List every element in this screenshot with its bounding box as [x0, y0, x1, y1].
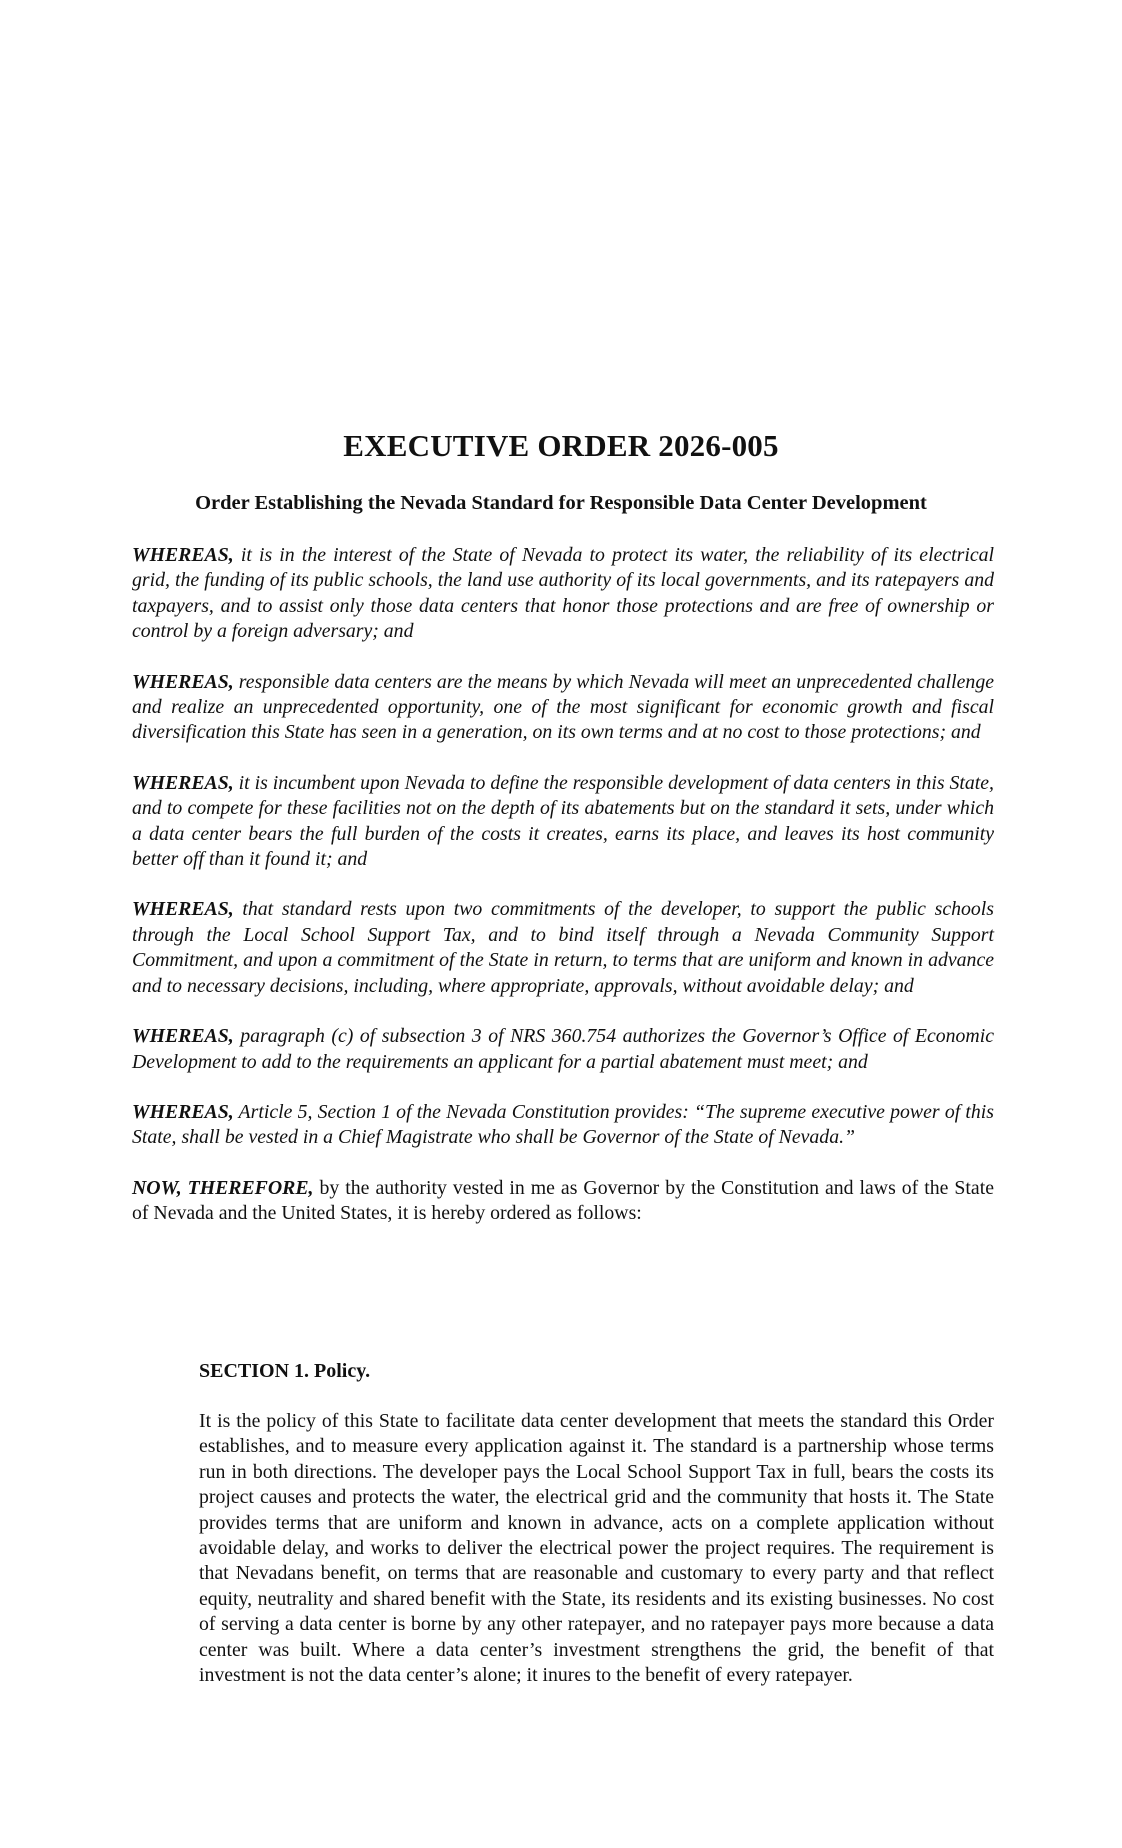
section-1	[199, 1360, 994, 1688]
section-1-text: It is the policy of this State to facilitate data center development that meets the standard this Order establishes, and to measure every application against it. The standard is a partnership whose terms run in both directions. The developer pays the Local School Support Tax in full, bears the costs its project causes and protects the water, the electrical grid and the community that hosts it. The State provides terms that are uniform and known in advance, acts on a complete application without avoidable delay, and works to deliver the electrical power the project requires. The requirement is that Nevadans benefit, on terms that are reasonable and customary to every party and that reflect equity, neutrality and shared benefit with the State, its residents and its existing businesses. No cost of serving a data center is borne by any other ratepayer, and no ratepayer pays more because a data center was built. Where a data center’s investment strengthens the grid, the benefit of that investment is not the data center’s alone; it inures to the benefit of every ratepayer.	[199, 1410, 994, 1687]
whereas-clause-4	[132, 897, 994, 999]
whereas-text: paragraph (c) of subsection 3 of NRS 360.754 authorizes the Governor’s Office of Economic Development to add to the requirements an applicant for a partial abatement must meet; and	[132, 1025, 994, 1073]
whereas-lead: WHEREAS,	[132, 771, 234, 794]
whereas-clause-2	[132, 670, 994, 746]
now-therefore-text: by the authority vested in me as Governor by the Constitution and laws of the State of Nevada and the United States, it is hereby ordered as follows:	[132, 1176, 994, 1225]
whereas-lead: WHEREAS,	[132, 1100, 234, 1123]
preamble	[132, 543, 994, 1252]
order-subtitle: Order Establishing the Nevada Standard for Responsible Data Center Development	[195, 492, 927, 514]
whereas-text: it is incumbent upon Nevada to define the responsible development of data centers in this State, and to compete for these facilities not on the depth of its abatements but on the standard it sets, under which a data center bears the full burden of the costs it creates, earns its place, and leaves its host community better off than it found it; and	[132, 771, 994, 871]
whereas-clause-1	[132, 543, 994, 645]
whereas-lead: WHEREAS,	[132, 544, 234, 566]
whereas-clause-5	[132, 1024, 994, 1075]
section-1-heading: SECTION 1. Policy.	[199, 1360, 371, 1382]
whereas-text: Article 5, Section 1 of the Nevada Constitution provides: “The supreme executive power of this State, shall be vested in a Chief Magistrate who shall be Governor of the State of Nevada.”	[132, 1100, 994, 1149]
now-therefore-clause	[132, 1176, 994, 1227]
whereas-lead: WHEREAS,	[132, 670, 234, 693]
now-therefore-lead: NOW, THEREFORE,	[132, 1176, 314, 1199]
whereas-text: that standard rests upon two commitments of the developer, to support the public schools through the Local School Support Tax, and to bind itself through a Nevada Community Support Commitment, and upon a commitment of the State in return, to terms that are uniform and known in advance and to necessary decisions, including, where appropriate, approvals, without avoidable delay; and	[132, 898, 994, 997]
whereas-text: it is in the interest of the State of Nevada to protect its water, the reliability of its electrical grid, the funding of its public schools, the land use authority of its local governments, and its ratepayers and taxpayers, and to assist only those data centers that honor those protections and are free of ownership or control by a foreign adversary; and	[132, 544, 994, 643]
whereas-text: responsible data centers are the means by which Nevada will meet an unprecedented challenge and realize an unprecedented opportunity, one of the most significant for economic growth and fiscal diversification this State has seen in a generation, on its own terms and at no cost to those protections; and	[132, 670, 994, 744]
whereas-clause-6	[132, 1100, 994, 1151]
order-title: EXECUTIVE ORDER 2026-005	[343, 428, 779, 463]
whereas-lead: WHEREAS,	[132, 898, 234, 921]
whereas-clause-3	[132, 771, 994, 873]
whereas-lead: WHEREAS,	[132, 1025, 234, 1048]
